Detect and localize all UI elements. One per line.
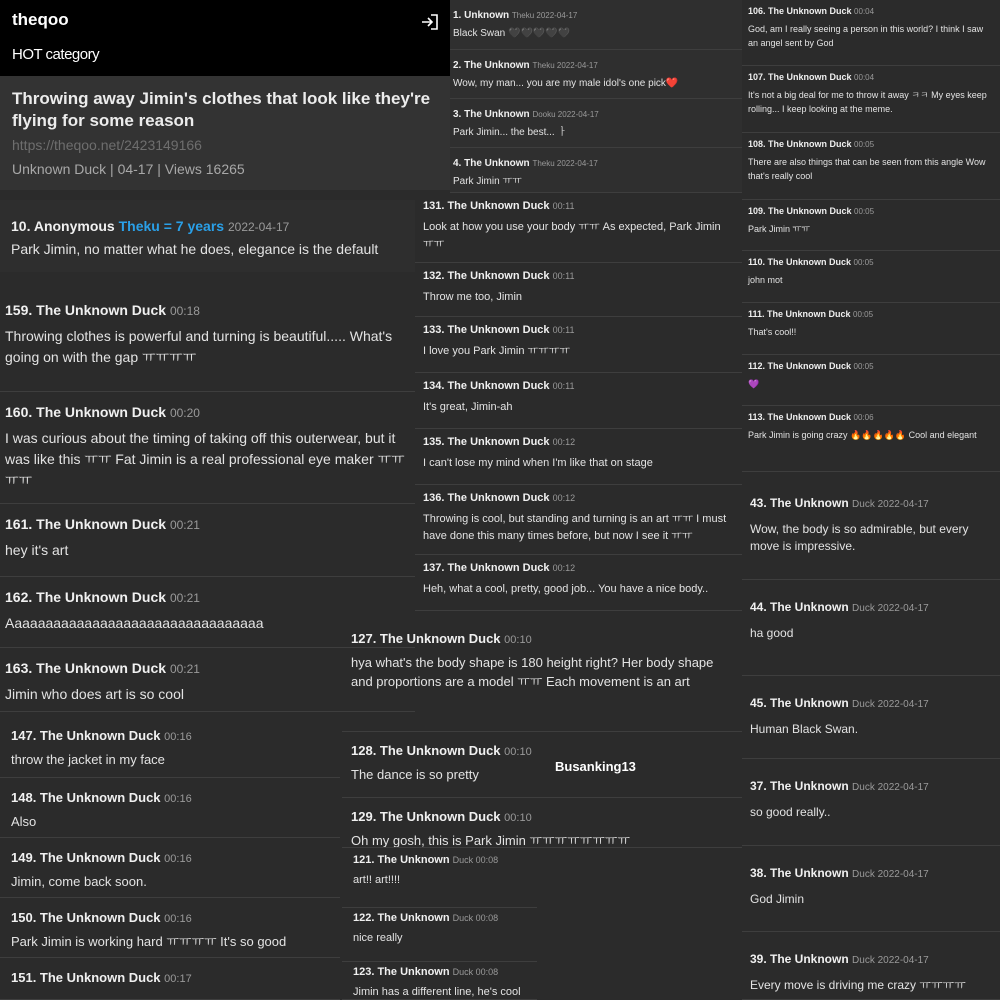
comment-panel bbox=[742, 476, 1000, 1000]
comment-author: 129. The Unknown Duck bbox=[351, 809, 501, 824]
comment-time: 00:12 bbox=[552, 563, 576, 573]
comment-text: God Jimin bbox=[750, 892, 805, 906]
comment-time: 00:11 bbox=[552, 325, 575, 335]
comment-author: 160. The Unknown Duck bbox=[5, 404, 167, 420]
category-label[interactable]: HOT category bbox=[12, 46, 100, 63]
comment-author: 38. The Unknown bbox=[750, 866, 849, 880]
comment-text: There are also things that can be seen from this angle Wow that's really cool bbox=[748, 157, 986, 181]
comment-author: 134. The Unknown Duck bbox=[423, 380, 550, 392]
comment-author: 135. The Unknown Duck bbox=[423, 436, 550, 448]
comment-author: 128. The Unknown Duck bbox=[351, 743, 501, 758]
comment-time: Duck 2022-04-17 bbox=[852, 782, 929, 793]
site-logo[interactable]: theqoo bbox=[12, 10, 69, 29]
comment-time: 00:06 bbox=[853, 413, 874, 422]
comment-time: 00:10 bbox=[504, 812, 532, 824]
comment bbox=[342, 798, 742, 848]
comment bbox=[342, 850, 537, 908]
comment-text: Park Jimin is going crazy 🔥🔥🔥🔥🔥 Cool and elegant bbox=[748, 430, 977, 440]
comment-10 bbox=[0, 200, 415, 272]
comment-text: Throwing clothes is powerful and turning is beautiful..... What's going on with the gap ㅠㅠㅠㅠ bbox=[5, 328, 393, 365]
comment bbox=[742, 759, 1000, 846]
post-url[interactable]: https://theqoo.net/2423149166 bbox=[12, 137, 202, 153]
comment-time: Duck 2022-04-17 bbox=[852, 603, 929, 614]
comment bbox=[0, 838, 340, 898]
comment bbox=[0, 504, 415, 577]
comment-text: nice really bbox=[353, 932, 403, 944]
comment-time: 00:18 bbox=[169, 304, 200, 318]
comment bbox=[742, 0, 1000, 66]
comment-time: 00:16 bbox=[164, 853, 192, 865]
comment bbox=[415, 485, 742, 555]
comment-author: 150. The Unknown Duck bbox=[11, 910, 161, 925]
comment-author: 109. The Unknown Duck bbox=[748, 206, 852, 216]
comment-time: 00:10 bbox=[504, 746, 532, 758]
comment-author: 163. The Unknown Duck bbox=[5, 660, 167, 676]
comment-author: 147. The Unknown Duck bbox=[11, 728, 161, 743]
comment-author: 122. The Unknown bbox=[353, 912, 450, 924]
comment bbox=[342, 620, 742, 732]
comment-time: Theku 2022-04-17 bbox=[532, 159, 598, 168]
comment-text: Jimin has a different line, he's cool bbox=[353, 986, 521, 998]
comment-text: Human Black Swan. bbox=[750, 722, 859, 736]
comment bbox=[415, 263, 742, 317]
comment-text: Throwing is cool, but standing and turning is an art ㅠㅠ I must have done this many times before, but now I see it ㅠㅠ bbox=[423, 513, 727, 542]
comment-author: 149. The Unknown Duck bbox=[11, 850, 161, 865]
comment-text: I love you Park Jimin ㅠㅠㅠㅠ bbox=[423, 345, 571, 357]
comment bbox=[415, 373, 742, 429]
comment-author: 159. The Unknown Duck bbox=[5, 302, 167, 318]
comment-time: Theku 2022-04-17 bbox=[511, 11, 578, 20]
comment-time: Duck 00:08 bbox=[452, 855, 499, 865]
comment-panel bbox=[342, 620, 742, 848]
comment-author: 110. The Unknown Duck bbox=[748, 257, 852, 267]
watermark: Busanking13 bbox=[555, 759, 636, 774]
comment-text: It's great, Jimin-ah bbox=[423, 401, 513, 413]
comment-author: 3. The Unknown bbox=[453, 109, 530, 120]
comment-author: 37. The Unknown bbox=[750, 779, 849, 793]
comment-time: Dooku 2022-04-17 bbox=[532, 110, 599, 119]
comment-author: 127. The Unknown Duck bbox=[351, 631, 501, 646]
comment-time: 00:20 bbox=[169, 406, 200, 420]
comment bbox=[450, 99, 742, 148]
comment-author: 10. Anonymous bbox=[11, 218, 115, 234]
comment bbox=[742, 66, 1000, 133]
commenter-tag: Theku = 7 years bbox=[118, 218, 225, 234]
comment bbox=[415, 429, 742, 485]
comment-time: 00:17 bbox=[164, 973, 192, 985]
comment-text: throw the jacket in my face bbox=[11, 752, 165, 767]
comment-text: Oh my gosh, this is Park Jimin ㅠㅠㅠㅠㅠㅠㅠㅠ bbox=[351, 833, 630, 848]
comment-text: Wow, the body is so admirable, but every move is impressive. bbox=[750, 522, 969, 553]
comment-time: 00:04 bbox=[854, 7, 875, 16]
comment-time: Duck 00:08 bbox=[452, 967, 499, 977]
comment-time: 00:16 bbox=[164, 913, 192, 925]
comment-time: 2022-04-17 bbox=[227, 220, 290, 234]
comment-time: 00:11 bbox=[552, 381, 575, 391]
comment-time: 00:05 bbox=[854, 140, 875, 149]
comment-time: 00:21 bbox=[169, 591, 200, 605]
comment bbox=[0, 958, 340, 1000]
comment-panel bbox=[450, 0, 742, 193]
comment bbox=[742, 133, 1000, 200]
comment-time: Duck 2022-04-17 bbox=[852, 699, 929, 710]
comment-author: 108. The Unknown Duck bbox=[748, 139, 852, 149]
post-meta: Unknown Duck | 04-17 | Views 16265 bbox=[12, 161, 245, 177]
comment-author: 161. The Unknown Duck bbox=[5, 516, 167, 532]
comment-author: 132. The Unknown Duck bbox=[423, 270, 550, 282]
comment-author: 39. The Unknown bbox=[750, 952, 849, 966]
comment-author: 148. The Unknown Duck bbox=[11, 790, 161, 805]
comment-text: Every move is driving me crazy ㅠㅠㅠㅠ bbox=[750, 978, 966, 992]
comment-text: ha good bbox=[750, 626, 794, 640]
comment-author: 131. The Unknown Duck bbox=[423, 200, 550, 212]
comment-panel bbox=[742, 0, 1000, 472]
comment-text: Jimin who does art is so cool bbox=[5, 686, 184, 702]
comment-time: 00:05 bbox=[854, 207, 875, 216]
comment-time: 00:05 bbox=[853, 310, 874, 319]
comment-author: 106. The Unknown Duck bbox=[748, 6, 852, 16]
comment-text: God, am I really seeing a person in this world? I think I saw an angel sent by God bbox=[748, 24, 984, 48]
comment-author: 45. The Unknown bbox=[750, 696, 849, 710]
comment-text: It's not a big deal for me to throw it away ㅋㅋ My eyes keep rolling... I keep looking at the meme. bbox=[748, 90, 987, 114]
comment bbox=[742, 932, 1000, 1000]
comment bbox=[0, 290, 415, 392]
comment-time: Duck 2022-04-17 bbox=[852, 869, 929, 880]
comment bbox=[450, 0, 742, 50]
comment-panel bbox=[415, 193, 742, 611]
comment-time: Duck 00:08 bbox=[452, 913, 499, 923]
comment bbox=[0, 778, 340, 838]
comment bbox=[0, 392, 415, 504]
comment bbox=[742, 200, 1000, 251]
comment-author: 44. The Unknown bbox=[750, 600, 849, 614]
comment-time: 00:12 bbox=[552, 493, 576, 503]
comment-text: Also bbox=[11, 814, 37, 829]
comment-text: Wow, my man... you are my male idol's one pick❤️ bbox=[453, 78, 679, 89]
comment-time: 00:05 bbox=[853, 362, 874, 371]
comment bbox=[415, 317, 742, 373]
comment-text: Black Swan 🖤🖤🖤🖤🖤 bbox=[453, 28, 571, 39]
comment-author: 111. The Unknown Duck bbox=[748, 309, 851, 319]
comment-time: 00:04 bbox=[854, 73, 875, 82]
comment-author: 137. The Unknown Duck bbox=[423, 562, 550, 574]
comment-text: hey it's art bbox=[5, 542, 69, 558]
comment bbox=[742, 355, 1000, 406]
comment-text: Aaaaaaaaaaaaaaaaaaaaaaaaaaaaaaaaa bbox=[5, 615, 264, 631]
comment-text: Park Jimin ㅠㅠ bbox=[453, 176, 522, 187]
comment-author: 162. The Unknown Duck bbox=[5, 589, 167, 605]
comment-text: 💜 bbox=[748, 379, 760, 389]
post-header bbox=[0, 0, 450, 190]
comment-text: I was curious about the timing of taking off this outerwear, but it was like this ㅠㅠ Fat Jimin is a real professional eye maker ㅠㅠㅠㅠ bbox=[5, 430, 405, 488]
comment-author: 136. The Unknown Duck bbox=[423, 492, 550, 504]
top-bar bbox=[0, 0, 450, 76]
comment-text: Park Jimin... the best... ㅏ bbox=[453, 127, 568, 138]
comment bbox=[742, 251, 1000, 303]
comment-panel bbox=[0, 716, 340, 1000]
post-title: Throwing away Jimin's clothes that look like they're flying for some reason bbox=[12, 89, 431, 130]
comment-time: 00:12 bbox=[552, 437, 576, 447]
comment-author: 1. Unknown bbox=[453, 10, 510, 21]
comment-author: 43. The Unknown bbox=[750, 496, 849, 510]
comment-time: 00:05 bbox=[853, 258, 874, 267]
comment-time: 00:16 bbox=[164, 731, 192, 743]
comment-text: so good really.. bbox=[750, 805, 831, 819]
comment-text: hya what's the body shape is 180 height right? Her body shape and proportions are a model ㅠㅠ Each movement is an art bbox=[351, 655, 714, 689]
comment-text: Jimin, come back soon. bbox=[11, 874, 147, 889]
comment bbox=[415, 555, 742, 611]
comment bbox=[742, 676, 1000, 759]
comment-text: Throw me too, Jimin bbox=[423, 291, 523, 303]
comment-text: That's cool!! bbox=[748, 327, 797, 337]
comment-author: 113. The Unknown Duck bbox=[748, 412, 852, 422]
comment-text: Park Jimin ㅠㅠ bbox=[748, 224, 810, 234]
comment-author: 4. The Unknown bbox=[453, 158, 530, 169]
comment-time: 00:11 bbox=[552, 201, 575, 211]
comment-time: 00:21 bbox=[169, 518, 200, 532]
comment bbox=[0, 716, 340, 778]
comment bbox=[342, 732, 742, 798]
comment bbox=[742, 406, 1000, 472]
comment bbox=[0, 898, 340, 958]
comment-text: I can't lose my mind when I'm like that on stage bbox=[423, 457, 653, 469]
comment-time: 00:11 bbox=[552, 271, 575, 281]
comment bbox=[450, 50, 742, 99]
comment-text: art!! art!!!! bbox=[353, 874, 401, 886]
comment bbox=[742, 476, 1000, 580]
comment-author: 112. The Unknown Duck bbox=[748, 361, 852, 371]
title-area bbox=[0, 76, 450, 190]
comment bbox=[742, 303, 1000, 355]
comment-time: 00:10 bbox=[504, 634, 532, 646]
comment-panel bbox=[342, 850, 537, 1000]
login-icon[interactable] bbox=[420, 12, 440, 32]
comment-author: 123. The Unknown bbox=[353, 966, 450, 978]
comment bbox=[342, 962, 537, 1000]
comment bbox=[742, 580, 1000, 676]
comment-time: Duck 2022-04-17 bbox=[852, 499, 929, 510]
comment-author: 121. The Unknown bbox=[353, 854, 450, 866]
comment-text: Look at how you use your body ㅠㅠ As expected, Park Jimin ㅠㅠ bbox=[423, 221, 721, 250]
comment-time: 00:21 bbox=[169, 662, 200, 676]
comment-author: 151. The Unknown Duck bbox=[11, 970, 161, 985]
comment-text: Park Jimin, no matter what he does, elegance is the default bbox=[11, 241, 379, 257]
comment-time: Duck 2022-04-17 bbox=[852, 955, 929, 966]
comment bbox=[742, 846, 1000, 932]
comment-text: Heh, what a cool, pretty, good job... You have a nice body.. bbox=[423, 583, 709, 595]
comment-author: 107. The Unknown Duck bbox=[748, 72, 852, 82]
comment-text: The dance is so pretty bbox=[351, 767, 479, 782]
comment bbox=[342, 908, 537, 962]
comment-time: Theku 2022-04-17 bbox=[532, 61, 598, 70]
comment bbox=[415, 193, 742, 263]
comment bbox=[450, 148, 742, 193]
comment-time: 00:16 bbox=[164, 793, 192, 805]
comment-text: Park Jimin is working hard ㅠㅠㅠㅠ It's so good bbox=[11, 934, 287, 949]
comment-author: 2. The Unknown bbox=[453, 60, 530, 71]
comment-author: 133. The Unknown Duck bbox=[423, 324, 550, 336]
comment-text: john mot bbox=[748, 275, 783, 285]
